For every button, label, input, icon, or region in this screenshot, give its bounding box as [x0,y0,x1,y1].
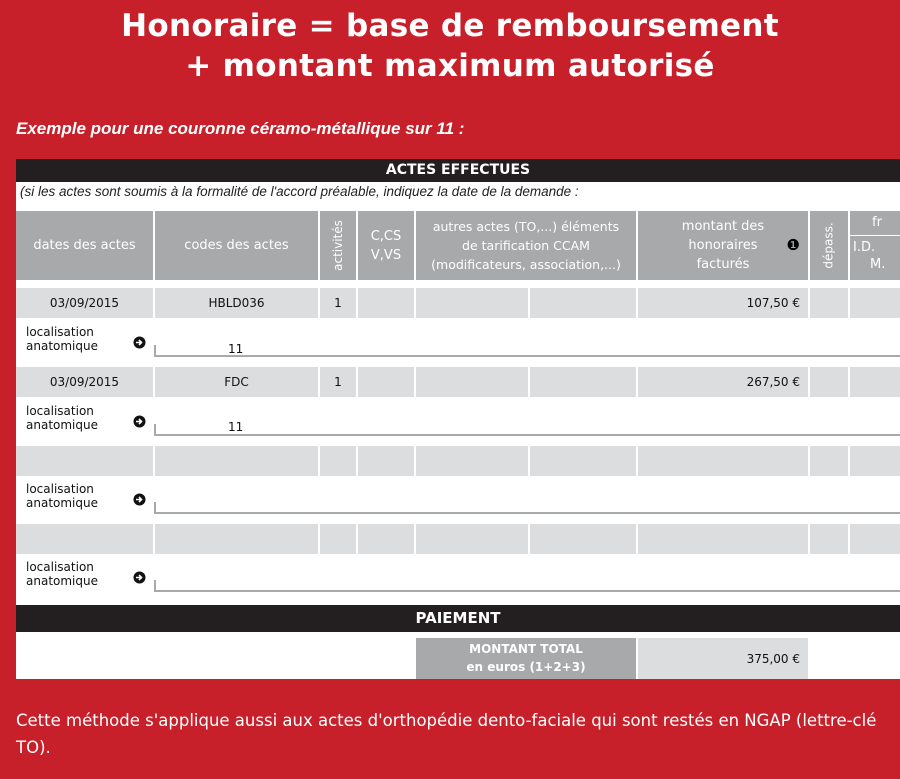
header-m-partial: M. [870,257,886,272]
example-subtitle: Exemple pour une couronne céramo-métallique sur 11 : [16,119,465,138]
row1-date: 03/09/2015 [16,288,153,318]
row3-frais [850,446,900,476]
row4-autres-b [530,524,636,554]
arrow-right-icon [133,493,146,506]
header-dates: dates des actes [16,211,153,280]
row3-montant [638,446,808,476]
row4-activite [320,524,356,554]
row1-montant: 107,50 € [638,288,808,318]
row2-ccs [358,367,414,397]
note-marker-1-icon: ❶ [786,236,800,254]
header-activites [320,211,356,280]
row4-montant [638,524,808,554]
row1-autres-b [530,288,636,318]
localisation-label-line1: localisation [26,560,94,574]
row4-ccs [358,524,414,554]
row2-activite: 1 [320,367,356,397]
page-title [0,6,900,86]
row4-code [155,524,318,554]
paiement-header: PAIEMENT [16,605,900,632]
row2-autres-b [530,367,636,397]
row1-autres-a [416,288,528,318]
row2-localisation-label [26,404,98,432]
prior-agreement-note: (si les actes sont soumis à la formalité de l'accord préalable, indiquez la date de la demande : [20,184,579,199]
row4-frais [850,524,900,554]
header-activites-label: activités [330,220,345,271]
footer-note: Cette méthode s'applique aussi aux actes d'orthopédie dento-faciale qui sont restés en NGAP (lettre-clé TO). [16,711,877,757]
row2-frais [850,367,900,397]
total-label-line2: en euros (1+2+3) [466,660,586,674]
header-montant-line2: honoraires [688,238,758,253]
header-codes: codes des actes [155,211,318,280]
row2-montant: 267,50 € [638,367,808,397]
title-line-2: + montant maximum autorisé [185,48,715,84]
row1-code: HBLD036 [155,288,318,318]
row4-date [16,524,153,554]
localisation-label-line2: anatomique [26,574,98,588]
row3-localisation-field [154,502,900,514]
header-fr-partial: fr [872,215,882,230]
header-montant [638,211,808,280]
row1-ccs [358,288,414,318]
row2-depass [810,367,848,397]
row3-depass [810,446,848,476]
row1-localisation-field [154,345,900,357]
header-depass [810,211,848,280]
header-montant-line1: montant des [681,219,765,234]
row4-localisation-field [154,580,900,592]
row3-autres-b [530,446,636,476]
header-ccs-line1: C,CS [370,228,402,244]
header-ccs-line2: V,VS [370,247,402,263]
header-ccs [358,211,414,280]
header-id-partial: I.D. [853,240,876,255]
total-label-line1: MONTANT TOTAL [469,642,583,656]
row2-localisation-field [154,424,900,436]
localisation-label-line1: localisation [26,404,94,418]
row1-localisation-label [26,325,98,353]
row1-frais [850,288,900,318]
header-depass-label: dépass. [821,222,836,269]
title-line-1: Honoraire = base de remboursement [121,8,779,44]
row3-code [155,446,318,476]
actes-effectues-header: ACTES EFFECTUES [16,159,900,182]
header-autres-line2: de tarification CCAM [462,238,590,253]
row4-autres-a [416,524,528,554]
header-montant-line3: facturés [696,257,750,272]
row1-activite: 1 [320,288,356,318]
row4-localisation-label [26,560,98,588]
row3-activite [320,446,356,476]
row3-date [16,446,153,476]
localisation-label-line2: anatomique [26,496,98,510]
localisation-label-line1: localisation [26,482,94,496]
arrow-right-icon [133,336,146,349]
row2-autres-a [416,367,528,397]
row2-localisation-value: 11 [228,420,244,434]
header-autres-line3: (modificateurs, association,...) [431,257,621,272]
row4-depass [810,524,848,554]
arrow-right-icon [133,571,146,584]
row3-localisation-label [26,482,98,510]
localisation-label-line2: anatomique [26,339,98,353]
row1-localisation-value: 11 [228,342,244,356]
row1-depass [810,288,848,318]
row3-autres-a [416,446,528,476]
header-autres-actes [416,211,636,280]
row3-ccs [358,446,414,476]
care-sheet-form [16,159,900,679]
localisation-label-line1: localisation [26,325,94,339]
header-autres-line1: autres actes (TO,...) éléments [432,219,620,234]
header-divider [850,235,900,236]
total-value: 375,00 € [638,638,808,679]
header-frais-partial [850,211,900,280]
arrow-right-icon [133,415,146,428]
row2-code: FDC [155,367,318,397]
localisation-label-line2: anatomique [26,418,98,432]
row2-date: 03/09/2015 [16,367,153,397]
total-label [416,638,636,679]
